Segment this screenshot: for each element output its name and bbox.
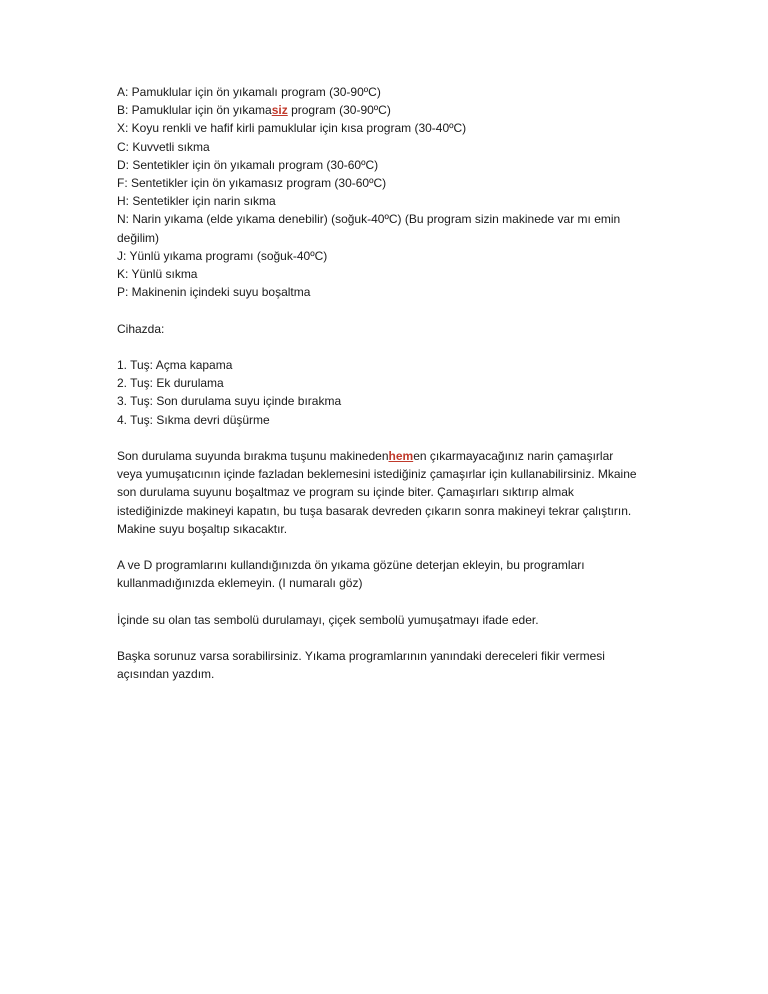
button-list xyxy=(117,356,637,429)
spacer xyxy=(117,629,637,647)
highlighted-text: siz xyxy=(271,103,288,118)
program-item-d: D: Sentetikler için ön yıkamalı program (30-60ºC) xyxy=(117,157,379,172)
spacer xyxy=(117,538,637,556)
program-item-h: H: Sentetikler için narin sıkma xyxy=(117,194,276,209)
program-item-p: P: Makinenin içindeki suyu boşaltma xyxy=(117,285,311,300)
device-heading: Cihazda: xyxy=(117,321,165,336)
closing-paragraph: Başka sorunuz varsa sorabilirsiniz. Yıkama programlarının yanındaki dereceleri fikir vermesi açısından yazdım. xyxy=(117,649,605,682)
program-item-c: C: Kuvvetli sıkma xyxy=(117,139,210,154)
program-item-b: B: Pamuklular için ön yıkamasiz program (30-90ºC) xyxy=(117,103,391,118)
button-item-1: 1. Tuş: Açma kapama xyxy=(117,358,233,373)
document-body xyxy=(117,83,637,684)
program-item-k: K: Yünlü sıkma xyxy=(117,267,198,282)
spacer xyxy=(117,429,637,447)
program-item-x: X: Koyu renkli ve hafif kirli pamuklular için kısa program (30-40ºC) xyxy=(117,121,467,136)
spacer xyxy=(117,338,637,356)
program-list xyxy=(117,83,637,301)
program-item-j: J: Yünlü yıkama programı (soğuk-40ºC) xyxy=(117,248,328,263)
button-item-3: 3. Tuş: Son durulama suyu içinde bırakma xyxy=(117,394,342,409)
program-item-n: N: Narin yıkama (elde yıkama denebilir) (soğuk-40ºC) (Bu program sizin makinede var mı emin xyxy=(117,212,621,227)
spacer xyxy=(117,593,637,611)
button-item-4: 4. Tuş: Sıkma devri düşürme xyxy=(117,412,270,427)
rinse-paragraph: Son durulama suyunda bırakma tuşunu makinedenhemen çıkarmayacağınız narin çamaşırlar veya yumuşatıcının içinde fazladan beklemesini istediğiniz çamaşırlar için kullanabilirsiniz. Mkaine son durulama suyunu boşaltmaz ve program su içinde biter. Çamaşırları sıktırıp almak istediğinizde makineyi kapatın, bu tuşa basarak devreden çıkarın sonra makineyi tekrar çalıştırın. Makine suyu boşaltıp sıkacaktır. xyxy=(117,449,637,536)
program-item-a: A: Pamuklular için ön yıkamalı program (30-90ºC) xyxy=(117,85,381,99)
program-item-n-continued: değilim) xyxy=(117,230,160,245)
symbol-paragraph: İçinde su olan tas sembolü durulamayı, çiçek sembolü yumuşatmayı ifade eder. xyxy=(117,612,539,627)
program-item-f: F: Sentetikler için ön yıkamasız program (30-60ºC) xyxy=(117,176,387,191)
button-item-2: 2. Tuş: Ek durulama xyxy=(117,376,224,391)
spacer xyxy=(117,301,637,319)
highlighted-text: hem xyxy=(388,449,414,464)
detergent-paragraph: A ve D programlarını kullandığınızda ön yıkama gözüne deterjan ekleyin, bu programları kullanmadığınızda eklemeyin. (I numaralı göz) xyxy=(117,558,585,591)
